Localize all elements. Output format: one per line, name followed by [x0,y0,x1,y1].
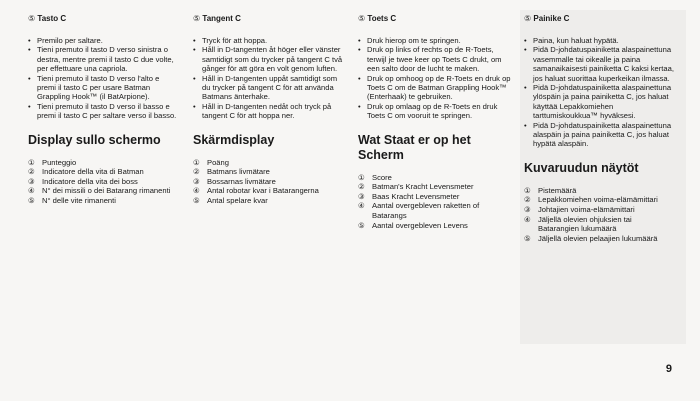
section-title: Wat Staat er op het Scherm [358,132,471,162]
page-number: 9 [665,363,672,375]
circled-number: ⑤ [524,233,531,243]
bullet-list [524,36,674,149]
list-item [358,182,513,192]
bullet-item: • Tieni premuto il tasto D verso l'alto e premi il tasto C per usare Batman Grappling Hook™ (il BatArpione). [28,74,178,102]
bullet-item: • Premilo per saltare. [28,36,178,45]
circled-number: ④ [28,186,35,196]
heading-text: Tangent C [202,14,241,23]
item-text: Indicatore della vita dei boss [42,176,138,186]
item-text: Batman's Kracht Levensmeter [372,182,474,192]
item-text: Jäljellä olevien pelaajien lukumäärä [538,233,658,243]
section-heading [358,14,513,24]
list-item [193,196,343,206]
heading-text: Toets C [367,14,397,23]
item-text: N° delle vite rimanenti [42,196,116,206]
section-heading [28,14,178,24]
item-text: N° dei missili o dei Batarang rimanenti [42,186,171,196]
bullet-item: • Tieni premuto il tasto D verso sinistra o destra, mentre premi il tasto C due volte, per effettuare una capriola. [28,45,178,73]
bullet-item: • Druk op omhoog op de R-Toets en druk op Toets C om de Batman Grappling Hook™ (Enterhaak) te gebruiken. [358,74,513,102]
circled-number: ⑤ [358,220,365,230]
bullet-item: • Håll in D-tangenten uppåt samtidigt som du trycker på tangent C för att använda Batmans änterhake. [193,74,343,102]
list-item [193,167,343,177]
circled-number: ① [28,157,35,167]
item-text: Aantal overgebleven Levens [372,220,468,230]
list-item [193,177,343,187]
item-text: Lepakkomiehen voima-elämämittari [538,195,658,205]
list-item [28,158,178,168]
list-item [524,186,674,196]
circled-number: ⑤ [193,14,201,23]
numbered-list [358,173,513,231]
item-text: Antal robotar kvar i Batarangerna [207,186,319,196]
circled-number: ② [358,182,365,192]
circled-number: ⑤ [28,14,36,23]
bullet-list [358,36,513,121]
circled-number: ③ [193,176,200,186]
circled-number: ③ [358,191,365,201]
circled-number: ⑤ [193,196,200,206]
item-text: Pistemäärä [538,185,577,195]
item-text: Indicatore della vita di Batman [42,167,144,177]
list-item [358,192,513,202]
list-item [524,215,674,234]
circled-number: ③ [28,176,35,186]
list-item [193,186,343,196]
circled-number: ① [358,172,365,182]
circled-number: ④ [358,201,365,211]
section-title: Display sullo schermo [28,132,161,147]
item-text: Antal spelare kvar [207,196,268,206]
section-heading [193,14,343,24]
circled-number: ⑤ [524,14,532,23]
circled-number: ⑤ [28,196,35,206]
bullet-item: • Druk op omlaag op de R-Toets en druk Toets C om vooruit te springen. [358,102,513,121]
section-heading [524,14,674,24]
circled-number: ③ [524,205,531,215]
bullet-list [28,36,178,121]
list-item [358,221,513,231]
item-text: Johtajien voima-elämämittari [538,205,635,215]
list-item [28,177,178,187]
list-item [524,205,674,215]
section-title: Kuvaruudun näytöt [524,160,639,175]
bullet-item: • Paina, kun haluat hypätä. [524,36,674,45]
numbered-list [193,158,343,206]
list-item [28,167,178,177]
bullet-item: • Tryck för att hoppa. [193,36,343,45]
bullet-item: • Håll in D-tangenten åt höger eller vänster samtidigt som du trycker på tangent C två gånger för att göra en volt genom luften. [193,45,343,73]
circled-number: ⑤ [358,14,366,23]
bullet-item: • Pidä D-johdatuspainiketta alaspainettuna ylöspäin ja paina painiketta C, jos haluat käyttää Lepakkomiehen tarttumiskoukkua™ hyväksesi. [524,83,674,121]
column-italian [28,14,178,206]
section-title: Skärmdisplay [193,132,275,147]
circled-number: ① [524,185,531,195]
column-dutch [358,14,513,230]
list-item [524,234,674,244]
bullet-item: • Druk op links of rechts op de R-Toets, terwijl je twee keer op Toets C drukt, om een salto door de lucht te maken. [358,45,513,73]
bullet-item: • Pidä D-johdatuspainiketta alaspainettuna vasemmalle tai oikealle ja paina samanaikaisesti painiketta C kaksi kertaa, jos haluat suorittaa kuperkeikan ilmassa. [524,45,674,83]
circled-number: ② [28,167,35,177]
item-text: Batmans livmätare [207,167,270,177]
bullet-item: • Pidä D-johdatuspainiketta alaspainettuna alaspäin ja paina painiketta C, jos haluat hypätä alaspäin. [524,121,674,149]
circled-number: ① [193,157,200,167]
heading-text: Painike C [533,14,570,23]
list-item [28,186,178,196]
item-text: Bossarnas livmätare [207,176,276,186]
bullet-list [193,36,343,121]
bullet-item: • Druk hierop om te springen. [358,36,513,45]
list-item [524,195,674,205]
circled-number: ④ [193,186,200,196]
item-text: Baas Kracht Levensmeter [372,191,460,201]
numbered-list [28,158,178,206]
item-text: Score [372,172,392,182]
circled-number: ② [524,195,531,205]
heading-text: Tasto C [37,14,67,23]
item-text: Punteggio [42,157,77,167]
list-item [358,173,513,183]
bullet-item: • Håll in D-tangenten nedåt och tryck på tangent C för att hoppa ner. [193,102,343,121]
bullet-item: • Tieni premuto il tasto D verso il basso e premi il tasto C per saltare verso il basso. [28,102,178,121]
item-text: Aantal overgebleven raketten of Batarangs [372,201,480,221]
list-item [193,158,343,168]
column-finnish [520,10,686,344]
item-text: Poäng [207,157,229,167]
item-text: Jäljellä olevien ohjuksien tai Batarangien lukumäärä [538,214,632,234]
column-swedish [193,14,343,206]
numbered-list [524,186,674,244]
list-item [28,196,178,206]
circled-number: ② [193,167,200,177]
list-item [358,201,513,220]
circled-number: ④ [524,214,531,224]
